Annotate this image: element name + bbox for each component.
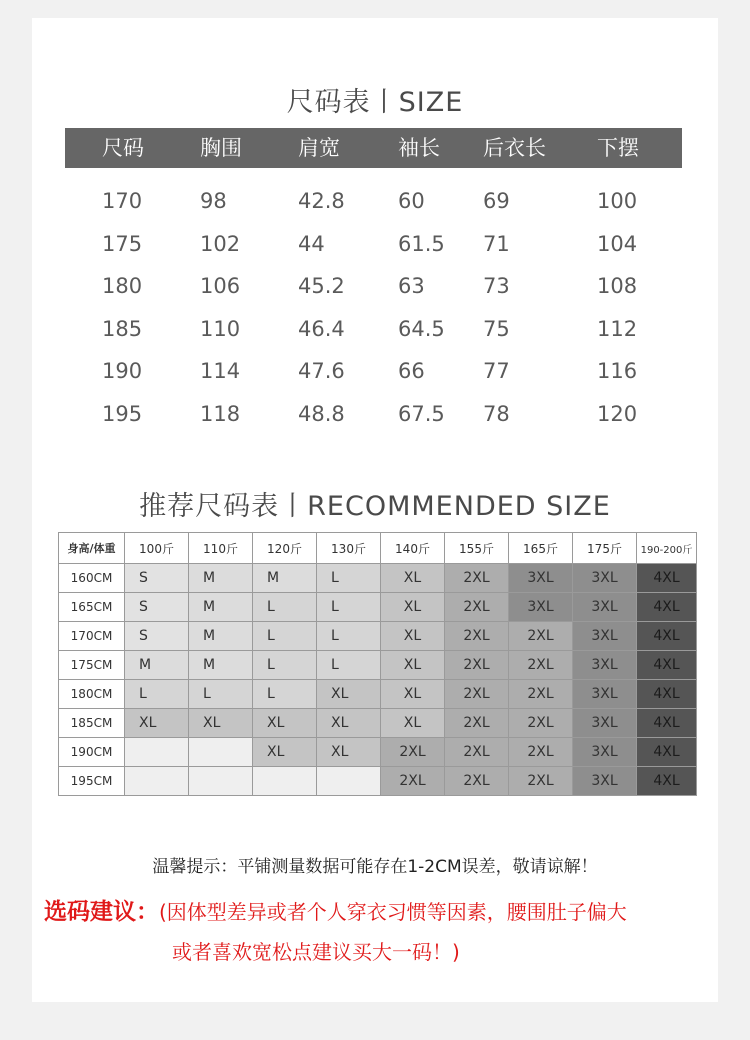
recommended-size-cell: 2XL	[509, 651, 573, 680]
recommended-size-cell: S	[125, 622, 189, 651]
recommended-size-cell: M	[189, 593, 253, 622]
recommended-size-cell: 3XL	[573, 738, 637, 767]
size-chart-cell: 66	[398, 359, 425, 383]
size-chart-header	[65, 128, 682, 168]
recommended-size-cell: 2XL	[509, 709, 573, 738]
recommended-size-cell: XL	[317, 738, 381, 767]
size-chart-header-cell: 袖长	[398, 136, 440, 160]
recommended-size-cell: 3XL	[573, 564, 637, 593]
size-chart-header-cell: 胸围	[200, 136, 242, 160]
recommended-size-cell	[253, 767, 317, 796]
recommended-row	[59, 651, 697, 680]
measurement-tip: 温馨提示：平铺测量数据可能存在1-2CM误差，敬请谅解！	[152, 857, 598, 877]
recommended-size-cell	[189, 767, 253, 796]
size-chart-row	[65, 229, 682, 259]
recommended-size-cell: L	[317, 593, 381, 622]
recommended-row	[59, 709, 697, 738]
recommended-size-cell: 3XL	[509, 564, 573, 593]
recommended-size-cell: L	[317, 651, 381, 680]
height-label: 180CM	[59, 680, 125, 709]
size-advice-line1: (因体型差异或者个人穿衣习惯等因素，腰围肚子偏大	[159, 900, 627, 924]
recommended-row	[59, 593, 697, 622]
recommended-size-cell: S	[125, 593, 189, 622]
recommended-size-cell	[125, 738, 189, 767]
recommended-size-cell: 2XL	[445, 709, 509, 738]
recommended-row	[59, 680, 697, 709]
size-chart-header-cell: 肩宽	[298, 136, 340, 160]
size-chart-cell: 64.5	[398, 317, 445, 341]
size-chart-cell: 77	[483, 359, 510, 383]
size-advice-label: 选码建议：	[44, 899, 159, 925]
size-chart-cell: 170	[102, 189, 143, 213]
height-label: 185CM	[59, 709, 125, 738]
recommended-row	[59, 767, 697, 796]
recommended-header-row	[59, 533, 697, 564]
recommended-size-cell: L	[317, 622, 381, 651]
recommended-size-cell: L	[253, 680, 317, 709]
recommended-size-cell: 4XL	[637, 651, 697, 680]
size-chart-cell: 110	[200, 317, 241, 341]
recommended-size-cell: L	[253, 622, 317, 651]
size-chart-row	[65, 271, 682, 301]
recommended-size-cell: L	[317, 564, 381, 593]
size-chart-header-cell: 下摆	[597, 136, 639, 160]
size-chart-cell: 120	[597, 402, 638, 426]
size-chart-cell: 75	[483, 317, 510, 341]
size-chart-cell: 112	[597, 317, 638, 341]
size-chart-row	[65, 314, 682, 344]
size-chart-title: 尺码表丨SIZE	[286, 87, 464, 118]
recommended-size-cell: 4XL	[637, 709, 697, 738]
size-chart-cell: 71	[483, 232, 510, 256]
size-chart-cell: 67.5	[398, 402, 445, 426]
recommended-size-cell: XL	[317, 680, 381, 709]
weight-header-cell: 165斤	[509, 533, 573, 564]
recommended-size-cell: S	[125, 564, 189, 593]
size-chart-header-cell: 后衣长	[483, 136, 546, 160]
recommended-size-cell: 4XL	[637, 622, 697, 651]
size-chart-cell: 78	[483, 402, 510, 426]
recommended-size-cell: 3XL	[573, 622, 637, 651]
height-label: 195CM	[59, 767, 125, 796]
weight-header-cell: 120斤	[253, 533, 317, 564]
size-chart-cell: 42.8	[298, 189, 345, 213]
size-chart-cell: 116	[597, 359, 638, 383]
weight-header-cell: 130斤	[317, 533, 381, 564]
recommended-row	[59, 738, 697, 767]
size-chart-cell: 69	[483, 189, 510, 213]
size-chart-cell: 63	[398, 274, 425, 298]
height-label: 165CM	[59, 593, 125, 622]
size-chart-cell: 185	[102, 317, 143, 341]
recommended-size-cell: 2XL	[445, 651, 509, 680]
recommended-size-cell: 2XL	[509, 622, 573, 651]
recommended-size-cell	[189, 738, 253, 767]
recommended-size-cell: 3XL	[573, 709, 637, 738]
height-label: 175CM	[59, 651, 125, 680]
recommended-size-cell: M	[125, 651, 189, 680]
size-chart-row	[65, 399, 682, 429]
weight-header-cell: 110斤	[189, 533, 253, 564]
height-label: 190CM	[59, 738, 125, 767]
recommended-size-cell: 2XL	[381, 738, 445, 767]
weight-header-cell: 100斤	[125, 533, 189, 564]
recommended-size-cell: L	[253, 593, 317, 622]
recommended-size-cell: XL	[253, 709, 317, 738]
size-chart-cell: 175	[102, 232, 143, 256]
size-chart-cell: 60	[398, 189, 425, 213]
size-chart-cell: 73	[483, 274, 510, 298]
recommended-size-cell: XL	[125, 709, 189, 738]
weight-header-cell: 140斤	[381, 533, 445, 564]
size-advice-line2: 或者喜欢宽松点建议买大一码！)	[172, 940, 460, 964]
recommended-size-cell: XL	[317, 709, 381, 738]
recommended-size-cell: 2XL	[509, 680, 573, 709]
recommended-size-cell: 2XL	[445, 564, 509, 593]
weight-header-cell: 175斤	[573, 533, 637, 564]
recommended-row	[59, 564, 697, 593]
size-chart-cell: 180	[102, 274, 143, 298]
size-chart-cell: 106	[200, 274, 241, 298]
recommended-size-cell: M	[189, 564, 253, 593]
recommended-size-cell: 4XL	[637, 593, 697, 622]
recommended-size-cell: 2XL	[445, 622, 509, 651]
recommended-size-cell: L	[189, 680, 253, 709]
recommended-size-cell: 3XL	[573, 767, 637, 796]
size-chart-cell: 102	[200, 232, 241, 256]
size-chart-cell: 100	[597, 189, 638, 213]
recommended-size-cell: 3XL	[573, 593, 637, 622]
height-label: 170CM	[59, 622, 125, 651]
recommended-size-cell: 4XL	[637, 564, 697, 593]
size-chart-cell: 46.4	[298, 317, 345, 341]
recommended-size-cell: M	[253, 564, 317, 593]
recommended-row	[59, 622, 697, 651]
recommended-size-cell: L	[253, 651, 317, 680]
height-weight-corner: 身高/体重	[59, 533, 125, 564]
recommended-size-cell: XL	[381, 709, 445, 738]
recommended-size-cell: 3XL	[573, 651, 637, 680]
recommended-size-cell: XL	[189, 709, 253, 738]
size-chart-cell: 118	[200, 402, 241, 426]
recommended-size-cell: XL	[381, 651, 445, 680]
weight-header-cell: 190-200斤	[637, 533, 697, 564]
size-chart-cell: 98	[200, 189, 227, 213]
weight-header-cell: 155斤	[445, 533, 509, 564]
recommended-size-cell: 3XL	[573, 680, 637, 709]
recommended-size-cell: 2XL	[509, 738, 573, 767]
recommended-size-cell: 2XL	[509, 767, 573, 796]
recommended-size-cell: 4XL	[637, 738, 697, 767]
recommended-size-cell: XL	[381, 593, 445, 622]
recommended-size-cell: M	[189, 651, 253, 680]
size-chart-cell: 195	[102, 402, 143, 426]
recommended-size-table	[58, 532, 697, 796]
recommended-size-cell: M	[189, 622, 253, 651]
size-chart-cell: 47.6	[298, 359, 345, 383]
size-chart-row	[65, 186, 682, 216]
recommended-size-cell: 2XL	[381, 767, 445, 796]
recommended-size-title: 推荐尺码表丨RECOMMENDED SIZE	[139, 491, 611, 522]
size-chart-cell: 45.2	[298, 274, 345, 298]
recommended-size-cell: XL	[381, 564, 445, 593]
size-chart-cell: 114	[200, 359, 241, 383]
recommended-size-cell	[317, 767, 381, 796]
recommended-size-cell: XL	[381, 622, 445, 651]
recommended-size-cell: 2XL	[445, 680, 509, 709]
recommended-size-cell	[125, 767, 189, 796]
size-chart-row	[65, 356, 682, 386]
height-label: 160CM	[59, 564, 125, 593]
size-chart-cell: 44	[298, 232, 325, 256]
recommended-size-cell: 2XL	[445, 738, 509, 767]
size-advice	[44, 892, 734, 972]
recommended-size-cell: 2XL	[445, 593, 509, 622]
size-chart-header-cell: 尺码	[102, 136, 144, 160]
recommended-size-cell: 4XL	[637, 767, 697, 796]
recommended-size-cell: L	[125, 680, 189, 709]
recommended-size-cell: 3XL	[509, 593, 573, 622]
size-chart-cell: 48.8	[298, 402, 345, 426]
size-chart-cell: 61.5	[398, 232, 445, 256]
recommended-size-cell: 2XL	[445, 767, 509, 796]
size-chart-cell: 190	[102, 359, 143, 383]
recommended-size-cell: XL	[381, 680, 445, 709]
size-chart-cell: 108	[597, 274, 638, 298]
size-chart-cell: 104	[597, 232, 638, 256]
recommended-size-cell: 4XL	[637, 680, 697, 709]
recommended-size-cell: XL	[253, 738, 317, 767]
